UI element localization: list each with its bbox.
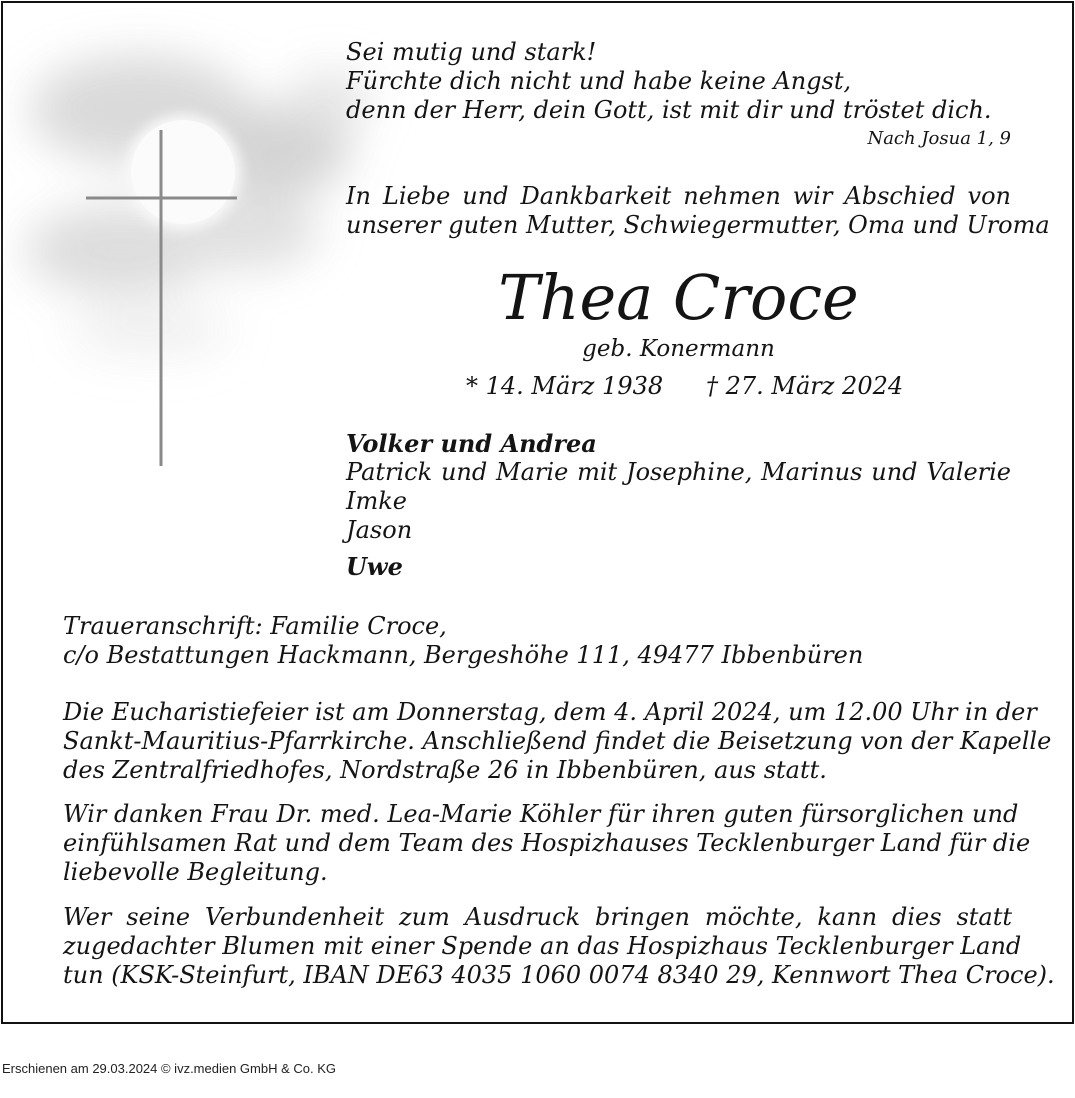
thanks-line-1: Wir danken Frau Dr. med. Lea-Marie Köhler für ihren guten fürsorglichen und [63,800,1019,828]
mourner-family-1: Volker und Andrea [346,429,597,458]
mourner-grandchildren: Patrick und Marie mit Josephine, Marinus und Valerie [346,458,1011,486]
intro-line-1: In Liebe und Dankbarkeit nehmen wir Abschied von [346,182,1011,210]
service-line-1: Die Eucharistiefeier ist am Donnerstag, dem 4. April 2024, um 12.00 Uhr in der [63,698,1037,726]
mourner-grandchild-2: Imke [346,487,407,515]
maiden-name: geb. Konermann [582,336,775,362]
donation-line-1: Wer seine Verbundenheit zum Ausdruck bringen möchte, kann dies statt [63,903,1012,931]
verse-line-1: Sei mutig und stark! [346,38,597,66]
death-date: † 27. März 2024 [706,372,904,400]
deceased-name: Thea Croce [498,261,859,334]
address-line-1: Traueranschrift: Familie Croce, [63,612,447,640]
thanks-line-2: einfühlsamen Rat und dem Team des Hospizhauses Tecklenburger Land für die [63,829,1031,857]
intro-line-2: unserer guten Mutter, Schwiegermutter, Oma und Uroma [346,211,1050,239]
donation-line-3: tun (KSK-Steinfurt, IBAN DE63 4035 1060 0074 8340 29, Kennwort Thea Croce). [63,961,1055,989]
mourner-family-2: Uwe [346,552,403,581]
thanks-line-3: liebevolle Begleitung. [63,858,328,886]
birth-date: * 14. März 1938 [466,372,664,400]
verse-line-2: Fürchte dich nicht und habe keine Angst, [346,67,852,95]
verse-line-3: denn der Herr, dein Gott, ist mit dir und tröstet dich. [346,96,992,124]
service-line-2: Sankt-Mauritius-Pfarrkirche. Anschließend findet die Beisetzung von der Kapelle [63,727,1052,755]
mourner-grandchild-3: Jason [346,516,413,544]
donation-line-2: zugedachter Blumen mit einer Spende an das Hospizhaus Tecklenburger Land [63,932,1022,960]
publication-footer: Erschienen am 29.03.2024 © ivz.medien GmbH & Co. KG [2,1061,337,1076]
verse-source: Nach Josua 1, 9 [867,128,1011,149]
address-line-2: c/o Bestattungen Hackmann, Bergeshöhe 111, 49477 Ibbenbüren [63,641,864,669]
service-line-3: des Zentralfriedhofes, Nordstraße 26 in Ibbenbüren, aus statt. [63,756,827,784]
